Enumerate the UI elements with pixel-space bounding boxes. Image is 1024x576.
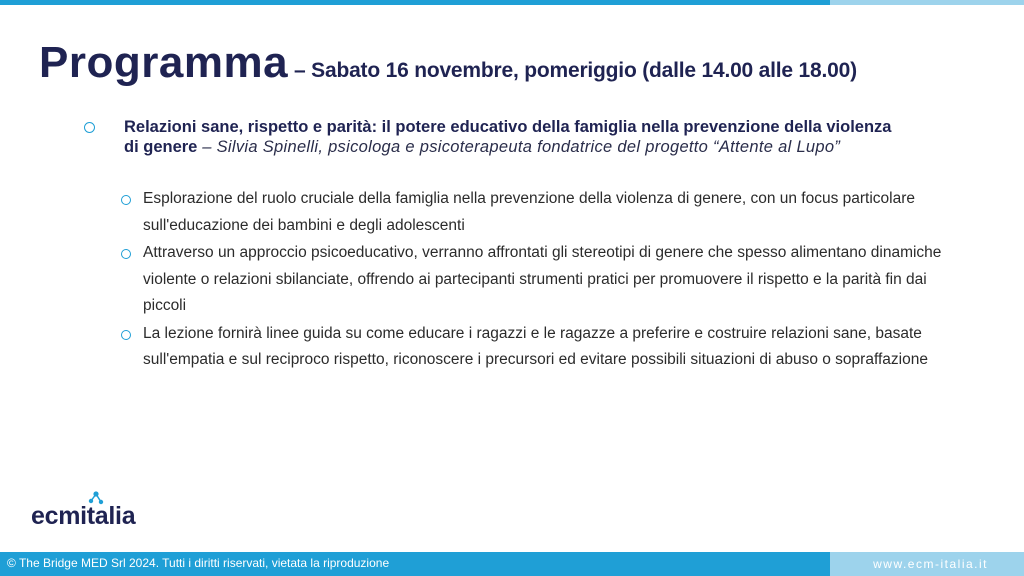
list-item (143, 186, 943, 239)
list-item-text: La lezione fornirà linee guida su come educare i ragazzi e le ragazze a preferire e costruire relazioni sane, basate sull'empatia e sul reciproco rispetto, riconoscere i precursori ed evitare possibili situazioni di abuso o sopraffazione (143, 324, 928, 368)
footer-copyright: © The Bridge MED Srl 2024. Tutti i diritti riservati, vietata la riproduzione (7, 556, 390, 570)
sub-item-list (143, 186, 943, 375)
bullet-circle-icon (121, 330, 131, 340)
page-subtitle: – Sabato 16 novembre, pomeriggio (dalle 14.00 alle 18.00) (294, 59, 857, 82)
bullet-circle-icon (84, 122, 95, 133)
page-title: Programma (39, 38, 289, 87)
logo-text: ecmitalia (31, 502, 136, 530)
session-title: Relazioni sane, rispetto e parità: il potere educativo della famiglia nella prevenzione della violenza di genere (124, 118, 892, 156)
footer-url-bar (830, 552, 1024, 576)
list-item (143, 240, 943, 320)
list-item-text: Attraverso un approccio psicoeducativo, verranno affrontati gli stereotipi di genere che spesso alimentano dinamiche violente o relazioni sbilanciate, offrendo ai partecipanti strumenti pratici per promuovere il rispetto e la parità fin dai piccoli (143, 244, 942, 314)
top-accent-bar-light (830, 0, 1024, 5)
page-title-row (39, 38, 857, 88)
list-item-text: Esplorazione del ruolo cruciale della famiglia nella prevenzione della violenza di genere, con un focus particolare sull'educazione dei bambini e degli adolescenti (143, 190, 916, 234)
top-accent-bar (0, 0, 830, 5)
bullet-circle-icon (121, 195, 131, 205)
footer-bar (0, 552, 830, 576)
session-speaker: – Silvia Spinelli, psicologa e psicoterapeuta fondatrice del progetto “Attente al Lupo” (197, 138, 841, 156)
main-program-item (124, 117, 904, 157)
list-item (143, 321, 943, 374)
bullet-circle-icon (121, 249, 131, 259)
footer-url[interactable]: www.ecm-italia.it (873, 557, 988, 571)
